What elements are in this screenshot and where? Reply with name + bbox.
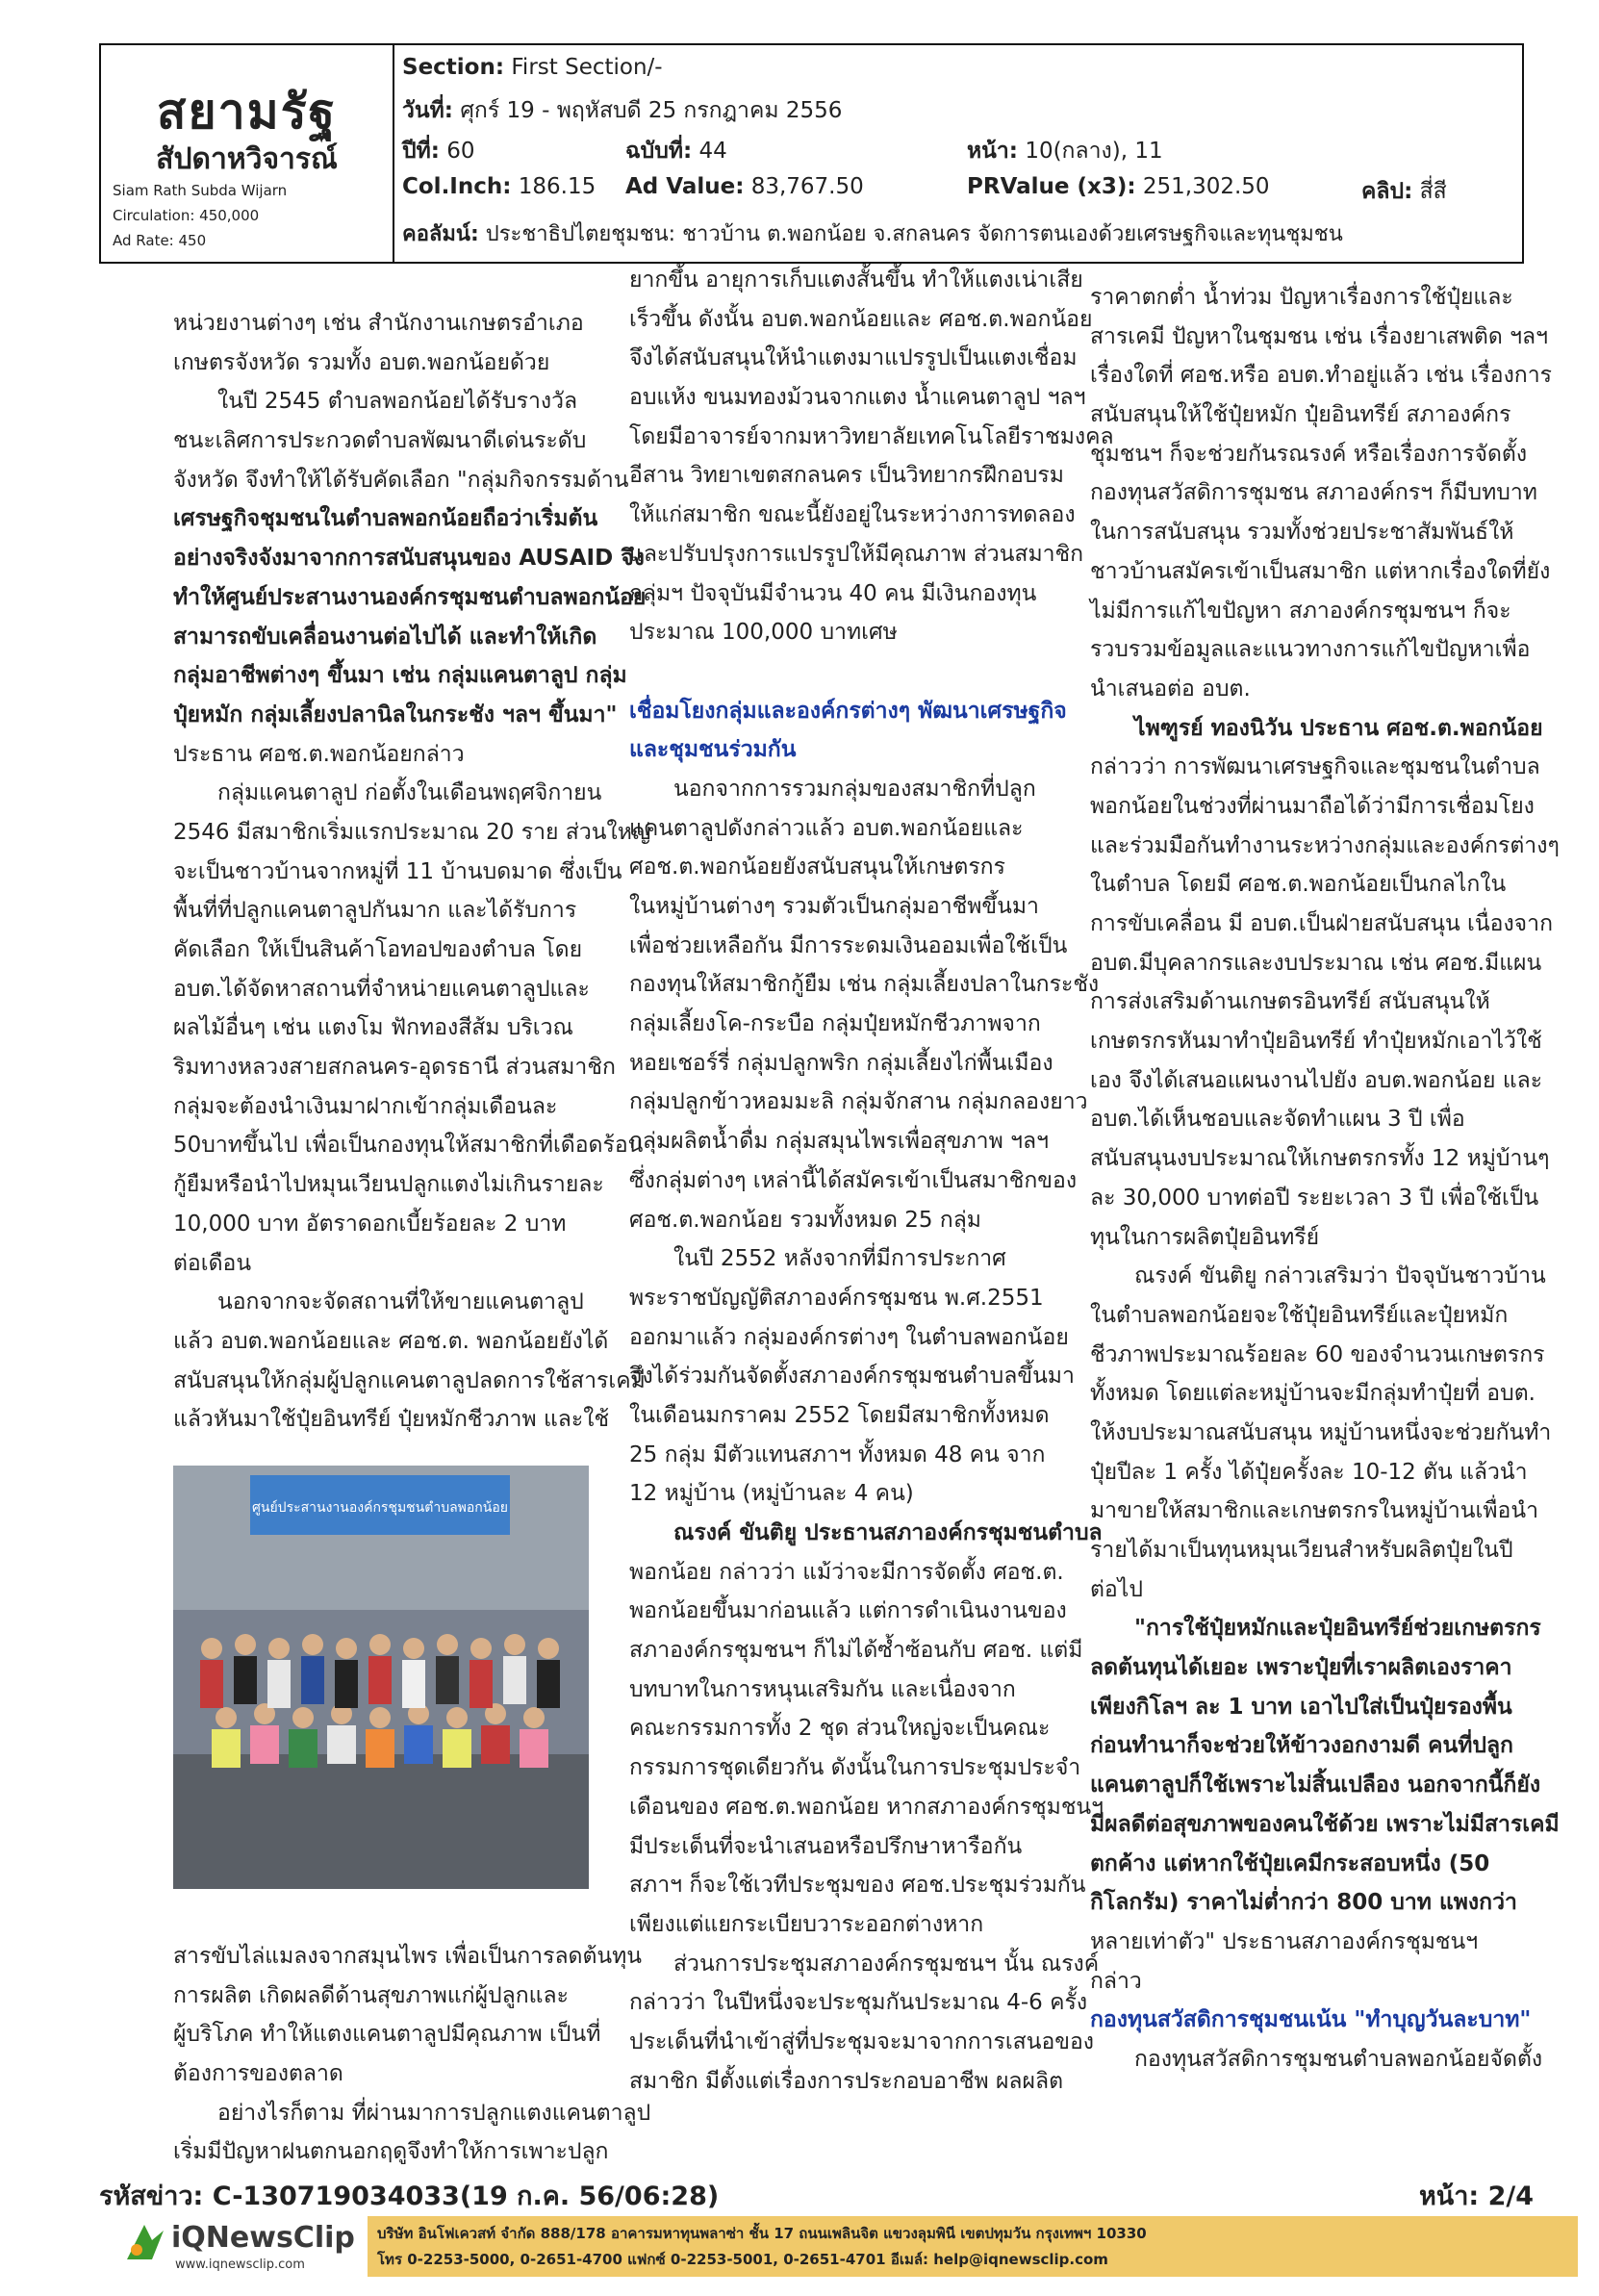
article-line: 12 หมู่บ้าน (หมู่บ้านละ 4 คน): [629, 1481, 914, 1507]
article-line: อบต.ได้เห็นชอบและจัดทำแผน 3 ปี เพื่อ: [1090, 1107, 1465, 1133]
article-line: สารขับไล่แมลงจากสมุนไพร เพื่อเป็นการลดต้นทุน: [173, 1944, 643, 1969]
article-line: กล่าวว่า การพัฒนาเศรษฐกิจและชุมชนในตำบล: [1090, 754, 1540, 780]
article-line: เพื่อช่วยเหลือกัน มีการระดมเงินออมเพื่อใช้เป็น: [629, 932, 1068, 958]
article-line: เศรษฐกิจชุมชนในตำบลพอกน้อยถือว่าเริ่มต้น: [173, 506, 598, 532]
article-line: แคนตาลูปก็ใช้เพราะไม่สิ้นเปลือง นอกจากนี้ก็ยัง: [1090, 1773, 1541, 1799]
article-line: และชุมชนร่วมกัน: [629, 737, 797, 763]
publication-name-en: Siam Rath Subda Wijarn: [113, 182, 288, 199]
article-line: ออกมาแล้ว กลุ่มองค์กรต่างๆ ในตำบลพอกน้อย: [629, 1324, 1069, 1350]
article-line: ตกค้าง แต่หากใช้ปุ๋ยเคมีกระสอบหนึ่ง (50: [1090, 1850, 1490, 1876]
article-column-2: [629, 261, 1114, 2101]
article-line: และร่วมมือกันทำงานระหว่างกลุ่มและองค์กรต่างๆ: [1090, 832, 1560, 858]
group-photo-image: [173, 1466, 589, 1889]
article-line: เร็วขึ้น ดังนั้น อบต.พอกน้อยและ ศอช.ต.พอกน้อย: [629, 306, 1093, 332]
article-line: กลุ่มจะต้องนำเงินมาฝากเข้ากลุ่มเดือนละ: [173, 1093, 558, 1119]
article-line: ในปี 2552 หลังจากที่มีการประกาศ: [673, 1246, 1006, 1272]
article-line: ทุนในการผลิตปุ๋ยอินทรีย์: [1090, 1224, 1320, 1250]
article-line: ละ 30,000 บาทต่อปี ระยะเวลา 3 ปี เพื่อใช้เป็น: [1090, 1185, 1539, 1211]
article-line: กองทุนให้สมาชิกกู้ยืม เช่น กลุ่มเลี้ยงปลาในกระชัง: [629, 972, 1100, 998]
article-column-1-top: [173, 304, 651, 1440]
article-line: ไพฑูรย์ ทองนิวัน ประธาน ศอช.ต.พอกน้อย: [1134, 715, 1543, 741]
article-line: ลดต้นทุนได้เยอะ เพราะปุ๋ยที่เราผลิตเองราคา: [1090, 1655, 1512, 1681]
article-line: ไม่มีการแก้ไขปัญหา สภาองค์กรชุมชนฯ ก็จะ: [1090, 598, 1511, 624]
article-line: กลุ่มอาชีพต่างๆ ขึ้นมา เช่น กลุ่มแคนตาลูป กลุ่ม: [173, 663, 627, 689]
footer-contact: โทร 0-2253-5000, 0-2651-4700 แฟกซ์ 0-2253-5001, 0-2651-4701 อีเมล์: help@iqnewsclip.com: [377, 2251, 1108, 2268]
article-line: พอกน้อยขึ้นมาก่อนแล้ว แต่การดำเนินงานของ: [629, 1598, 1067, 1624]
article-line: เกษตรกรหันมาทำปุ๋ยอินทรีย์ ทำปุ๋ยหมักเอาไว้ใช้: [1090, 1029, 1542, 1055]
page-row: หน้า: 10(กลาง), 11: [967, 139, 1163, 164]
article-line: กล่าวว่า ในปีหนึ่งจะประชุมกันประมาณ 4-6 ครั้ง: [629, 1990, 1088, 2016]
article-line: ศอช.ต.พอกน้อยยังสนับสนุนให้เกษตรกร: [629, 855, 1005, 880]
article-line: ต่อเดือน: [173, 1250, 252, 1276]
article-line: เรื่องใดที่ ศอช.หรือ อบต.ทำอยู่แล้ว เช่น เรื่องการ: [1090, 363, 1553, 389]
article-line: ชนะเลิศการประกวดตำบลพัฒนาดีเด่นระดับ: [173, 428, 587, 454]
footer-address: บริษัท อินโฟเควสท์ จำกัด 888/178 อาคารมหาทุนพลาซ่า ชั้น 17 ถนนเพลินจิต แขวงลุมพินี เขตปทุมวัน กรุงเทพฯ 10330: [377, 2225, 1147, 2242]
article-line: หน่วยงานต่างๆ เช่น สำนักงานเกษตรอำเภอ: [173, 311, 584, 336]
article-line: ส่วนการประชุมสภาองค์กรชุมชนฯ นั้น ณรงค์: [673, 1951, 1100, 1977]
section-row: Section: First Section/-: [402, 55, 663, 80]
article-line: บทบาทในการหนุนเสริมกัน และเนื่องจาก: [629, 1676, 1016, 1702]
article-line: ผู้บริโภค ทำให้แตงแคนตาลูปมีคุณภาพ เป็นที่: [173, 2022, 601, 2048]
article-line: "การใช้ปุ๋ยหมักและปุ๋ยอินทรีย์ช่วยเกษตรกร: [1134, 1616, 1541, 1642]
article-line: ชาวบ้านสมัครเข้าเป็นสมาชิก แต่หากเรื่องใดที่ยัง: [1090, 558, 1551, 584]
article-line: ณรงค์ ขันติยู กล่าวเสริมว่า ปัจจุบันชาวบ้าน: [1134, 1263, 1546, 1289]
article-line: ปุ๋ยหมัก กลุ่มเลี้ยงปลานิลในกระชัง ฯลฯ ขึ้นมา": [173, 702, 618, 727]
article-line: อย่างจริงจังมาจากการสนับสนุนของ AUSAID จึง: [173, 546, 645, 572]
article-line: ยากขึ้น อายุการเก็บแตงสั้นขึ้น ทำให้แตงเน่าเสีย: [629, 268, 1083, 293]
article-line: ทั้งหมด โดยแต่ละหมู่บ้านจะมีกลุ่มทำปุ๋ยที่ อบต.: [1090, 1381, 1536, 1407]
article-line: ประเด็นที่นำเข้าสู่ที่ประชุมจะมาจากการเสนอของ: [629, 2028, 1095, 2054]
article-line: การขับเคลื่อน มี อบต.เป็นฝ่ายสนับสนุน เนื่องจาก: [1090, 911, 1553, 936]
article-line: เพียงแต่แยกระเบียบวาระออกต่างหาก: [629, 1911, 984, 1937]
article-line: กลุ่มปลูกข้าวหอมมะลิ กลุ่มจักสาน กลุ่มกลองยาว: [629, 1089, 1088, 1115]
article-line: ผลไม้อื่นๆ เช่น แตงโม ฟักทองสีส้ม บริเวณ: [173, 1015, 573, 1041]
article-line: รายได้มาเป็นทุนหมุนเวียนสำหรับผลิตปุ๋ยในปี: [1090, 1538, 1513, 1563]
article-line: กลุ่มเลี้ยงโค-กระบือ กลุ่มปุ๋ยหมักชีวภาพจาก: [629, 1011, 1041, 1037]
colinch-row: Col.Inch: 186.15: [402, 174, 596, 199]
article-line: มีผลดีต่อสุขภาพของคนใช้ด้วย เพราะไม่มีสารเคมี: [1090, 1811, 1560, 1837]
article-line: กลุ่มแคนตาลูป ก่อตั้งในเดือนพฤศจิกายน: [217, 780, 602, 806]
article-line: มีประเด็นที่จะนำเสนอหรือปรึกษาหารือกัน: [629, 1833, 1023, 1859]
article-line: ในตำบล โดยมี ศอช.ต.พอกน้อยเป็นกลไกใน: [1090, 872, 1507, 898]
article-line: ให้แก่สมาชิก ขณะนี้ยังอยู่ในระหว่างการทดลอง: [629, 502, 1076, 528]
article-line: จึงได้ร่วมกันจัดตั้งสภาองค์กรชุมชนตำบลขึ้นมา: [629, 1364, 1075, 1390]
article-line: ณรงค์ ขันติยู ประธานสภาองค์กรชุมชนตำบล: [673, 1520, 1103, 1545]
article-line: เชื่อมโยงกลุ่มและองค์กรต่างๆ พัฒนาเศรษฐกิจ: [629, 698, 1067, 724]
date-row: วันที่: ศุกร์ 19 - พฤหัสบดี 25 กรกฎาคม 2556: [402, 98, 843, 123]
article-line: [629, 652, 1062, 692]
article-line: กองทุนสวัสดิการชุมชนเน้น "ทำบุญวันละบาท": [1090, 2007, 1532, 2033]
article-line: ชุมชนฯ ก็จะช่วยกันรณรงค์ หรือเรื่องการจัดตั้ง: [1090, 441, 1528, 467]
publication-subtitle: สัปดาหวิจารณ์: [156, 142, 338, 176]
article-line: 10,000 บาท อัตราดอกเบี้ยร้อยละ 2 บาท: [173, 1211, 567, 1237]
issue-row: ฉบับที่: 44: [625, 139, 727, 164]
clip-header: [99, 43, 1524, 264]
article-line: ให้งบประมาณสนับสนุน หมู่บ้านหนึ่งจะช่วยกันทำ: [1090, 1419, 1552, 1445]
year-row: ปีที่: 60: [402, 139, 475, 164]
article-line: กู้ยืมหรือนำไปหมุนเวียนปลูกแตงไม่เกินรายละ: [173, 1172, 604, 1198]
article-line: พอกน้อยในช่วงที่ผ่านมาถือได้ว่ามีการเชื่อมโยง: [1090, 793, 1535, 819]
article-line: สารเคมี ปัญหาในชุมชน เช่น เรื่องยาเสพติด ฯลฯ: [1090, 323, 1548, 349]
article-line: แล้วหันมาใช้ปุ๋ยอินทรีย์ ปุ๋ยหมักชีวภาพ และใช้: [173, 1407, 610, 1433]
article-line: ปุ๋ยปีละ 1 ครั้ง ได้ปุ๋ยครั้งละ 10-12 ตัน แล้วนำ: [1090, 1459, 1528, 1485]
publication-logo: สยามรัฐ: [156, 84, 338, 140]
article-line: เกษตรจังหวัด รวมทั้ง อบต.พอกน้อยด้วย: [173, 349, 550, 375]
iqnewsclip-icon: [123, 2221, 167, 2265]
article-line: เอง จึงได้เสนอแผนงานไปยัง อบต.พอกน้อย และ: [1090, 1067, 1543, 1093]
article-line: การผลิต เกิดผลดีด้านสุขภาพแก่ผู้ปลูกและ: [173, 1982, 569, 2008]
article-line: แคนตาลูปดังกล่าวแล้ว อบต.พอกน้อยและ: [629, 815, 1024, 841]
article-line: อย่างไรก็ตาม ที่ผ่านมาการปลูกแตงแคนตาลูป: [217, 2100, 651, 2126]
article-line: ริมทางหลวงสายสกลนคร-อุดรธานี ส่วนสมาชิก: [173, 1055, 616, 1081]
article-line: สามารถขับเคลื่อนงานต่อไปได้ และทำให้เกิด: [173, 624, 597, 650]
group-photo: [173, 1466, 589, 1889]
article-line: โดยมีอาจารย์จากมหาวิทยาลัยเทคโนโลยีราชมงคล: [629, 423, 1114, 449]
article-line: ทำให้ศูนย์ประสานงานองค์กรชุมชนตำบลพอกน้อย: [173, 584, 647, 610]
article-line: พอกน้อย กล่าวว่า แม้ว่าจะมีการจัดตั้ง ศอช.ต.: [629, 1559, 1064, 1585]
article-line: การส่งเสริมด้านเกษตรอินทรีย์ สนับสนุนให้: [1090, 989, 1490, 1015]
prvalue-row: PRValue (x3): 251,302.50: [967, 174, 1270, 199]
article-line: มาขายให้สมาชิกและเกษตรกรในหมู่บ้านเพื่อนำ: [1090, 1498, 1539, 1524]
article-line: อบต.มีบุคลากรและงบประมาณ เช่น ศอช.มีแผน: [1090, 950, 1542, 976]
article-line: เดือนของ ศอช.ต.พอกน้อย หากสภาองค์กรชุมชนฯ: [629, 1794, 1104, 1820]
article-line: นำเสนอต่อ อบต.: [1090, 676, 1251, 702]
circulation: Circulation: 450,000: [113, 207, 260, 224]
footer-contact-bar: [368, 2216, 1578, 2277]
article-line: สนับสนุนให้กลุ่มผู้ปลูกแคนตาลูปลดการใช้สารเคมี: [173, 1367, 646, 1393]
article-line: จังหวัด จึงทำให้ได้รับคัดเลือก "กลุ่มกิจกรรมด้าน: [173, 467, 629, 493]
article-line: กรรมการชุดเดียวกัน ดังนั้นในการประชุมประจำ: [629, 1755, 1081, 1781]
article-line: นอกจากการรวมกลุ่มของสมาชิกที่ปลูก: [673, 776, 1036, 802]
article-line: ชีวภาพประมาณร้อยละ 60 ของจำนวนเกษตรกร: [1090, 1341, 1545, 1367]
article-line: หอยเชอร์รี่ กลุ่มปลูกพริก กลุ่มเลี้ยงไก่พื้นเมือง: [629, 1050, 1053, 1076]
article-line: คณะกรรมการทั้ง 2 ชุด ส่วนใหญ่จะเป็นคณะ: [629, 1716, 1051, 1742]
article-line: ราคาตกต่ำ น้ำท่วม ปัญหาเรื่องการใช้ปุ๋ยและ: [1090, 285, 1513, 310]
article-line: สนับสนุนให้ใช้ปุ๋ยหมัก ปุ๋ยอินทรีย์ สภาองค์กร: [1090, 402, 1511, 428]
article-line: สภาฯ ก็จะใช้เวทีประชุมของ ศอช.ประชุมร่วมกัน: [629, 1873, 1086, 1899]
article-line: กลุ่มฯ ปัจจุบันมีจำนวน 40 คน มีเงินกองทุน: [629, 580, 1037, 606]
article-line: กลุ่มผลิตน้ำดื่ม กลุ่มสมุนไพรเพื่อสุขภาพ ฯลฯ: [629, 1129, 1049, 1155]
article-line: กองทุนสวัสดิการชุมชน สภาองค์กรฯ ก็มีบทบาท: [1090, 480, 1537, 506]
article-column-1-bottom: [173, 1937, 651, 2172]
article-line: กล่าว: [1090, 1968, 1142, 1994]
article-line: สนับสนุนงบประมาณให้เกษตรกรทั้ง 12 หมู่บ้านๆ: [1090, 1146, 1550, 1172]
article-line: จะเป็นชาวบ้านจากหมู่ที่ 11 บ้านบดมาด ซึ่งเป็น: [173, 858, 622, 884]
article-line: กองทุนสวัสดิการชุมชนตำบลพอกน้อยจัดตั้ง: [1134, 2046, 1543, 2072]
article-line: และปรับปรุงการแปรรูปให้มีคุณภาพ ส่วนสมาชิก: [629, 541, 1084, 567]
article-line: 2546 มีสมาชิกเริ่มแรกประมาณ 20 ราย ส่วนใหญ่: [173, 819, 651, 845]
article-line: ต้องการของตลาด: [173, 2061, 343, 2087]
article-line: อบแห้ง ขนมทองม้วนจากแตง น้ำแคนตาลูป ฯลฯ: [629, 385, 1086, 411]
article-line: คัดเลือก ให้เป็นสินค้าโอทอปของตำบล โดย: [173, 937, 583, 962]
article-line: ในการสนับสนุน รวมทั้งช่วยประชาสัมพันธ์ให้: [1090, 520, 1514, 546]
article-line: ศอช.ต.พอกน้อย รวมทั้งหมด 25 กลุ่ม: [629, 1207, 981, 1233]
iqnewsclip-logo: iQNewsClip www.iqnewsclip.com: [123, 2213, 354, 2281]
article-line: 50บาทขึ้นไป เพื่อเป็นกองทุนให้สมาชิกที่เดือดร้อน: [173, 1133, 644, 1159]
clip-page-number: หน้า: 2/4: [1419, 2181, 1535, 2211]
article-line: อบต.ได้จัดหาสถานที่จำหน่ายแคนตาลูปและ: [173, 976, 590, 1002]
advalue-row: Ad Value: 83,767.50: [625, 174, 864, 199]
article-line: ประมาณ 100,000 บาทเศษ: [629, 620, 898, 646]
article-line: ประธาน ศอช.ต.พอกน้อยกล่าว: [173, 741, 465, 767]
clip-row: คลิป: สี่สี: [1361, 179, 1447, 204]
article-line: อีสาน วิทยาเขตสกลนคร เป็นวิทยากรฝึกอบรม: [629, 463, 1064, 489]
article-line: แล้ว อบต.พอกน้อยและ ศอช.ต. พอกน้อยยังได้: [173, 1328, 609, 1354]
article-line: ในปี 2545 ตำบลพอกน้อยได้รับรางวัล: [217, 389, 578, 415]
article-line: สภาองค์กรชุมชนฯ ก็ไม่ได้ซ้ำซ้อนกับ ศอช. แต่มี: [629, 1638, 1083, 1664]
article-line: นอกจากจะจัดสถานที่ให้ขายแคนตาลูป: [217, 1289, 584, 1315]
article-line: ในเดือนมกราคม 2552 โดยมีสมาชิกทั้งหมด: [629, 1402, 1050, 1428]
article-line: เริ่มมีปัญหาฝนตกนอกฤดูจึงทำให้การเพาะปลูก: [173, 2139, 609, 2165]
article-line: ในตำบลพอกน้อยจะใช้ปุ๋ยอินทรีย์และปุ๋ยหมัก: [1090, 1302, 1509, 1328]
article-line: สมาชิก มีตั้งแต่เรื่องการประกอบอาชีพ ผลผลิต: [629, 2068, 1064, 2094]
column-row: คอลัมน์: ประชาธิปไตยชุมชน: ชาวบ้าน ต.พอกน้อย จ.สกลนคร จัดการตนเองด้วยเศรษฐกิจและทุนชุมชน: [402, 222, 1343, 246]
article-line: พื้นที่ที่ปลูกแคนตาลูปกันมาก และได้รับการ: [173, 898, 577, 924]
publication-block: [101, 45, 394, 262]
article-line: กิโลกรัม) ราคาไม่ต่ำกว่า 800 บาท แพงกว่า: [1090, 1890, 1517, 1916]
article-line: ซึ่งกลุ่มต่างๆ เหล่านี้ได้สมัครเข้าเป็นสมาชิกของ: [629, 1167, 1078, 1193]
article-line: เพียงกิโลฯ ละ 1 บาท เอาไปใส่เป็นปุ๋ยรองพื้น: [1090, 1694, 1512, 1720]
clip-code: รหัสข่าว: C-130719034033(19 ก.ค. 56/06:28): [99, 2181, 720, 2211]
article-line: ต่อไป: [1090, 1576, 1143, 1602]
article-line: ก่อนทำนาก็จะช่วยให้ข้าวงอกงามดี คนที่ปลูก: [1090, 1733, 1513, 1759]
article-column-3: [1090, 278, 1560, 2079]
article-line: พระราชบัญญัติสภาองค์กรชุมชน พ.ศ.2551: [629, 1285, 1044, 1311]
article-line: จึงได้สนับสนุนให้นำแตงมาแปรรูปเป็นแตงเชื่อม: [629, 345, 1078, 371]
article-line: 25 กลุ่ม มีตัวแทนสภาฯ ทั้งหมด 48 คน จาก: [629, 1441, 1046, 1467]
article-line: ในหมู่บ้านต่างๆ รวมตัวเป็นกลุ่มอาชีพขึ้นมา: [629, 894, 1039, 919]
ad-rate: Ad Rate: 450: [113, 232, 207, 249]
article-line: หลายเท่าตัว" ประธานสภาองค์กรชุมชนฯ: [1090, 1928, 1479, 1954]
photo-banner-text: ศูนย์ประสานงานองค์กรชุมชนตำบลพอกน้อย: [252, 1500, 508, 1516]
article-line: รวบรวมข้อมูลและแนวทางการแก้ไขปัญหาเพื่อ: [1090, 637, 1531, 663]
